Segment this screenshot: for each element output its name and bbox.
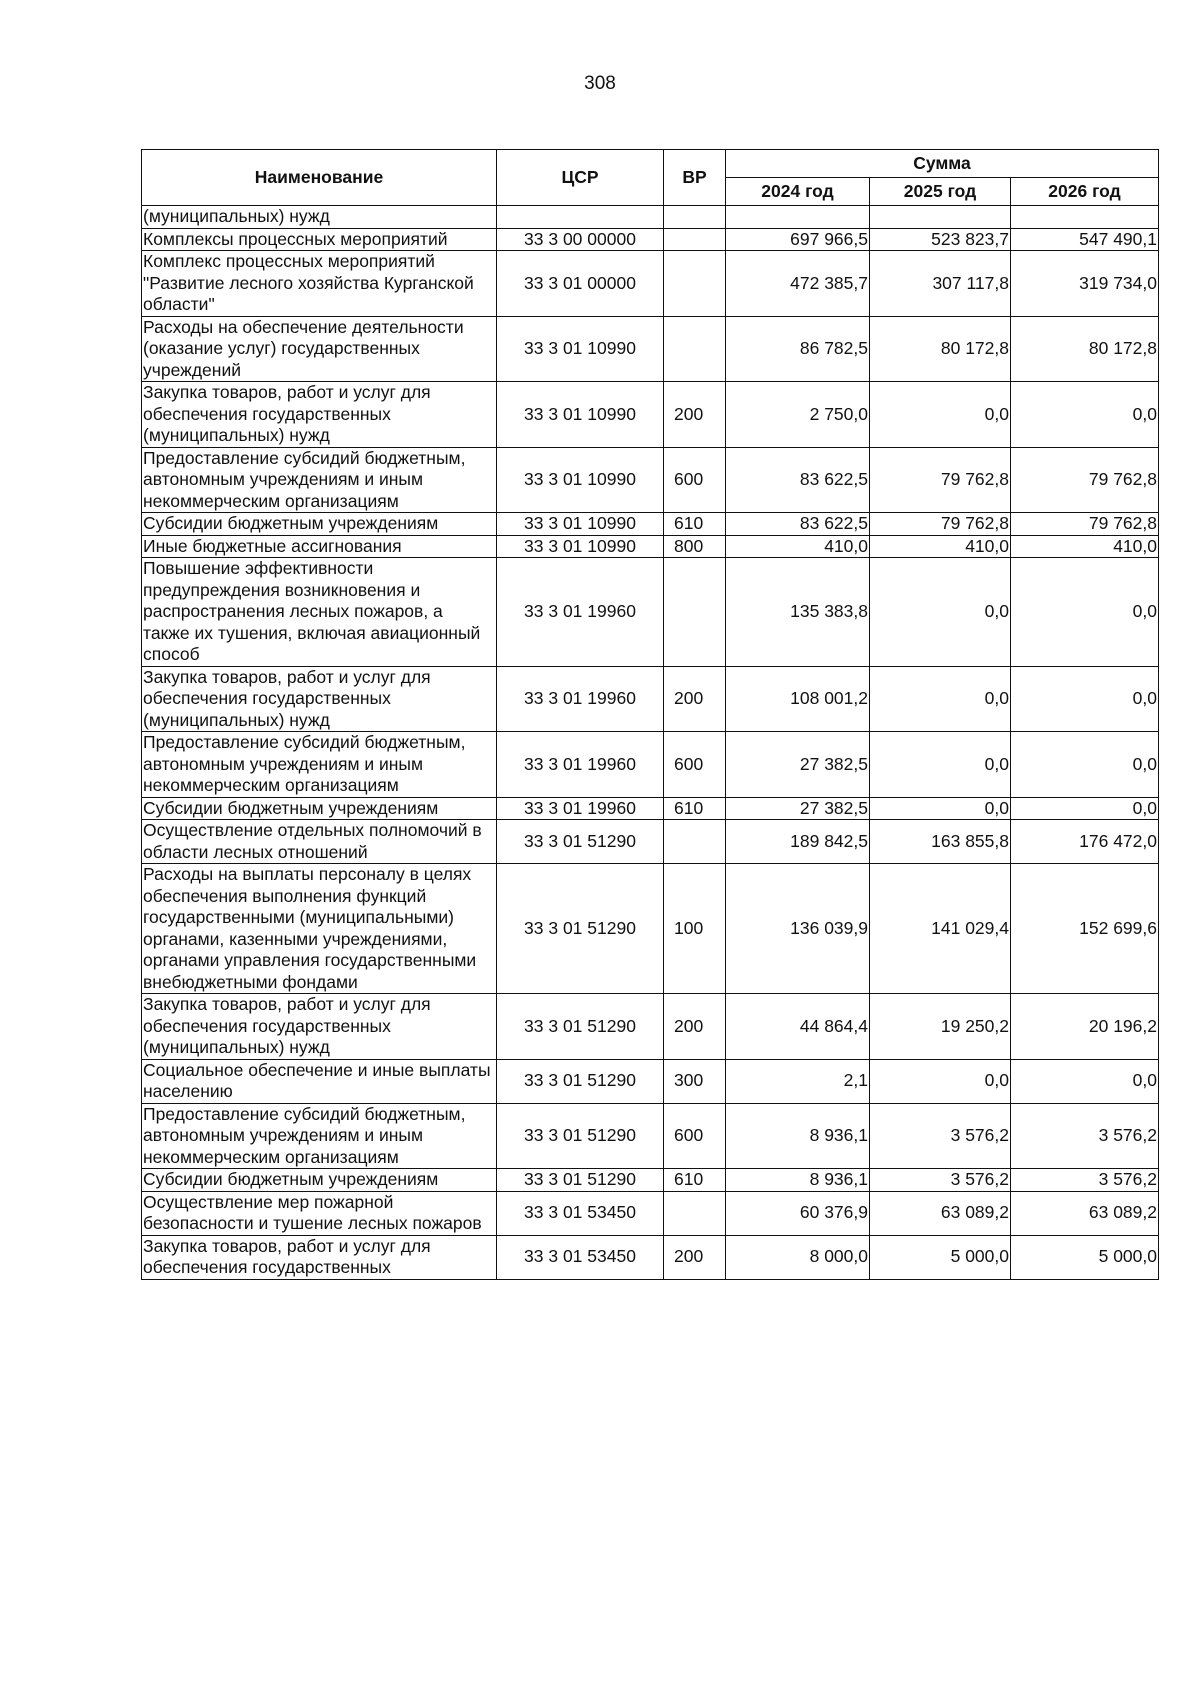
cell-name: Закупка товаров, работ и услуг для обеспечения государственных — [142, 1235, 497, 1279]
table-body — [142, 206, 1159, 1280]
cell-vr: 610 — [664, 1169, 726, 1192]
cell-2024: 136 039,9 — [726, 864, 870, 994]
page-number: 308 — [584, 73, 616, 94]
cell-2024: 135 383,8 — [726, 558, 870, 667]
cell-vr: 610 — [664, 513, 726, 536]
cell-2026: 5 000,0 — [1011, 1235, 1159, 1279]
cell-name: Комплексы процессных мероприятий — [142, 228, 497, 251]
cell-2025: 3 576,2 — [870, 1169, 1011, 1192]
cell-vr: 200 — [664, 994, 726, 1060]
table-row — [142, 1059, 1159, 1103]
cell-vr: 600 — [664, 1103, 726, 1169]
cell-name: Осуществление мер пожарной безопасности и тушение лесных пожаров — [142, 1191, 497, 1235]
cell-2026: 152 699,6 — [1011, 864, 1159, 994]
cell-2024: 697 966,5 — [726, 228, 870, 251]
cell-name: Предоставление субсидий бюджетным, автономным учреждениям и иным некоммерческим организациям — [142, 447, 497, 513]
cell-vr — [664, 558, 726, 667]
cell-2026 — [1011, 206, 1159, 229]
header-year-2024: 2024 год — [726, 178, 870, 206]
cell-name: Предоставление субсидий бюджетным, автономным учреждениям и иным некоммерческим организациям — [142, 1103, 497, 1169]
budget-table — [141, 149, 1159, 1280]
cell-2024 — [726, 206, 870, 229]
cell-csr: 33 3 01 51290 — [497, 994, 664, 1060]
cell-2024: 83 622,5 — [726, 513, 870, 536]
cell-2026: 410,0 — [1011, 535, 1159, 558]
cell-2024: 2 750,0 — [726, 382, 870, 448]
cell-vr: 800 — [664, 535, 726, 558]
header-sum: Сумма — [726, 150, 1159, 178]
cell-2025: 141 029,4 — [870, 864, 1011, 994]
cell-2025: 5 000,0 — [870, 1235, 1011, 1279]
cell-name: Закупка товаров, работ и услуг для обеспечения государственных (муниципальных) нужд — [142, 994, 497, 1060]
table-row — [142, 994, 1159, 1060]
cell-2026: 0,0 — [1011, 797, 1159, 820]
cell-2024: 472 385,7 — [726, 251, 870, 317]
cell-2026: 3 576,2 — [1011, 1169, 1159, 1192]
table-row — [142, 316, 1159, 382]
header-csr: ЦСР — [497, 150, 664, 206]
cell-name: Субсидии бюджетным учреждениям — [142, 513, 497, 536]
cell-2025: 79 762,8 — [870, 447, 1011, 513]
cell-2025: 80 172,8 — [870, 316, 1011, 382]
cell-2026: 0,0 — [1011, 1059, 1159, 1103]
cell-2026: 80 172,8 — [1011, 316, 1159, 382]
table-row — [142, 251, 1159, 317]
cell-csr: 33 3 01 53450 — [497, 1235, 664, 1279]
cell-2025: 0,0 — [870, 666, 1011, 732]
cell-2025: 410,0 — [870, 535, 1011, 558]
cell-csr — [497, 206, 664, 229]
cell-2025: 0,0 — [870, 558, 1011, 667]
table-row — [142, 732, 1159, 798]
cell-2024: 8 936,1 — [726, 1169, 870, 1192]
table-row — [142, 228, 1159, 251]
cell-2026: 0,0 — [1011, 732, 1159, 798]
cell-2025: 163 855,8 — [870, 820, 1011, 864]
cell-2026: 0,0 — [1011, 666, 1159, 732]
cell-csr: 33 3 01 19960 — [497, 797, 664, 820]
cell-2024: 44 864,4 — [726, 994, 870, 1060]
cell-2026: 79 762,8 — [1011, 513, 1159, 536]
cell-vr: 600 — [664, 447, 726, 513]
cell-name: Осуществление отдельных полномочий в области лесных отношений — [142, 820, 497, 864]
cell-2025: 0,0 — [870, 382, 1011, 448]
table-row — [142, 864, 1159, 994]
cell-name: Социальное обеспечение и иные выплаты населению — [142, 1059, 497, 1103]
cell-vr: 100 — [664, 864, 726, 994]
cell-csr: 33 3 01 51290 — [497, 1059, 664, 1103]
cell-2026: 0,0 — [1011, 558, 1159, 667]
cell-2026: 63 089,2 — [1011, 1191, 1159, 1235]
cell-vr: 300 — [664, 1059, 726, 1103]
cell-vr: 600 — [664, 732, 726, 798]
cell-2025: 19 250,2 — [870, 994, 1011, 1060]
cell-csr: 33 3 01 10990 — [497, 513, 664, 536]
cell-2024: 189 842,5 — [726, 820, 870, 864]
cell-csr: 33 3 01 19960 — [497, 558, 664, 667]
table-row — [142, 513, 1159, 536]
header-vr: ВР — [664, 150, 726, 206]
table-row — [142, 206, 1159, 229]
cell-2024: 86 782,5 — [726, 316, 870, 382]
cell-name: Иные бюджетные ассигнования — [142, 535, 497, 558]
cell-2024: 27 382,5 — [726, 732, 870, 798]
header-year-2026: 2026 год — [1011, 178, 1159, 206]
cell-csr: 33 3 01 53450 — [497, 1191, 664, 1235]
cell-name: Расходы на обеспечение деятельности (оказание услуг) государственных учреждений — [142, 316, 497, 382]
cell-vr — [664, 1191, 726, 1235]
table-row — [142, 820, 1159, 864]
table-row — [142, 535, 1159, 558]
header-year-2025: 2025 год — [870, 178, 1011, 206]
cell-vr: 200 — [664, 382, 726, 448]
cell-vr — [664, 820, 726, 864]
cell-name: Расходы на выплаты персоналу в целях обеспечения выполнения функций государственными (муниципальными) органами, казенными учреждениями, органами управления государственными внебюджетными фондами — [142, 864, 497, 994]
cell-2026: 176 472,0 — [1011, 820, 1159, 864]
cell-2024: 410,0 — [726, 535, 870, 558]
cell-2024: 27 382,5 — [726, 797, 870, 820]
cell-2025 — [870, 206, 1011, 229]
cell-vr — [664, 251, 726, 317]
cell-2025: 3 576,2 — [870, 1103, 1011, 1169]
table-row — [142, 797, 1159, 820]
cell-csr: 33 3 01 19960 — [497, 666, 664, 732]
cell-vr — [664, 228, 726, 251]
cell-2024: 83 622,5 — [726, 447, 870, 513]
cell-csr: 33 3 01 10990 — [497, 382, 664, 448]
cell-csr: 33 3 01 19960 — [497, 732, 664, 798]
cell-2025: 79 762,8 — [870, 513, 1011, 536]
cell-csr: 33 3 01 51290 — [497, 1169, 664, 1192]
table-row — [142, 558, 1159, 667]
cell-csr: 33 3 01 51290 — [497, 820, 664, 864]
cell-csr: 33 3 01 51290 — [497, 864, 664, 994]
cell-2025: 0,0 — [870, 797, 1011, 820]
cell-csr: 33 3 01 10990 — [497, 316, 664, 382]
cell-name: Закупка товаров, работ и услуг для обеспечения государственных (муниципальных) нужд — [142, 666, 497, 732]
cell-2026: 20 196,2 — [1011, 994, 1159, 1060]
cell-vr — [664, 316, 726, 382]
cell-name: Комплекс процессных мероприятий "Развитие лесного хозяйства Курганской области" — [142, 251, 497, 317]
cell-2024: 108 001,2 — [726, 666, 870, 732]
cell-name: Закупка товаров, работ и услуг для обеспечения государственных (муниципальных) нужд — [142, 382, 497, 448]
cell-2025: 0,0 — [870, 732, 1011, 798]
header-name: Наименование — [142, 150, 497, 206]
cell-name: Субсидии бюджетным учреждениям — [142, 1169, 497, 1192]
cell-vr — [664, 206, 726, 229]
cell-vr: 200 — [664, 1235, 726, 1279]
cell-2025: 0,0 — [870, 1059, 1011, 1103]
cell-csr: 33 3 00 00000 — [497, 228, 664, 251]
cell-csr: 33 3 01 10990 — [497, 535, 664, 558]
table-row — [142, 1169, 1159, 1192]
table-row — [142, 1191, 1159, 1235]
table-row — [142, 447, 1159, 513]
cell-csr: 33 3 01 51290 — [497, 1103, 664, 1169]
table-row — [142, 1103, 1159, 1169]
cell-csr: 33 3 01 10990 — [497, 447, 664, 513]
cell-2024: 8 936,1 — [726, 1103, 870, 1169]
cell-2024: 2,1 — [726, 1059, 870, 1103]
cell-name: Предоставление субсидий бюджетным, автономным учреждениям и иным некоммерческим организациям — [142, 732, 497, 798]
table-row — [142, 666, 1159, 732]
cell-2026: 319 734,0 — [1011, 251, 1159, 317]
cell-2026: 547 490,1 — [1011, 228, 1159, 251]
cell-2025: 523 823,7 — [870, 228, 1011, 251]
cell-2026: 79 762,8 — [1011, 447, 1159, 513]
cell-name: (муниципальных) нужд — [142, 206, 497, 229]
cell-2026: 0,0 — [1011, 382, 1159, 448]
cell-2025: 63 089,2 — [870, 1191, 1011, 1235]
cell-vr: 610 — [664, 797, 726, 820]
table-row — [142, 382, 1159, 448]
table-header — [142, 150, 1159, 206]
cell-2024: 8 000,0 — [726, 1235, 870, 1279]
cell-2025: 307 117,8 — [870, 251, 1011, 317]
cell-name: Повышение эффективности предупреждения возникновения и распространения лесных пожаров, а также их тушения, включая авиационный способ — [142, 558, 497, 667]
cell-name: Субсидии бюджетным учреждениям — [142, 797, 497, 820]
cell-2026: 3 576,2 — [1011, 1103, 1159, 1169]
cell-csr: 33 3 01 00000 — [497, 251, 664, 317]
cell-vr: 200 — [664, 666, 726, 732]
table-row — [142, 1235, 1159, 1279]
cell-2024: 60 376,9 — [726, 1191, 870, 1235]
